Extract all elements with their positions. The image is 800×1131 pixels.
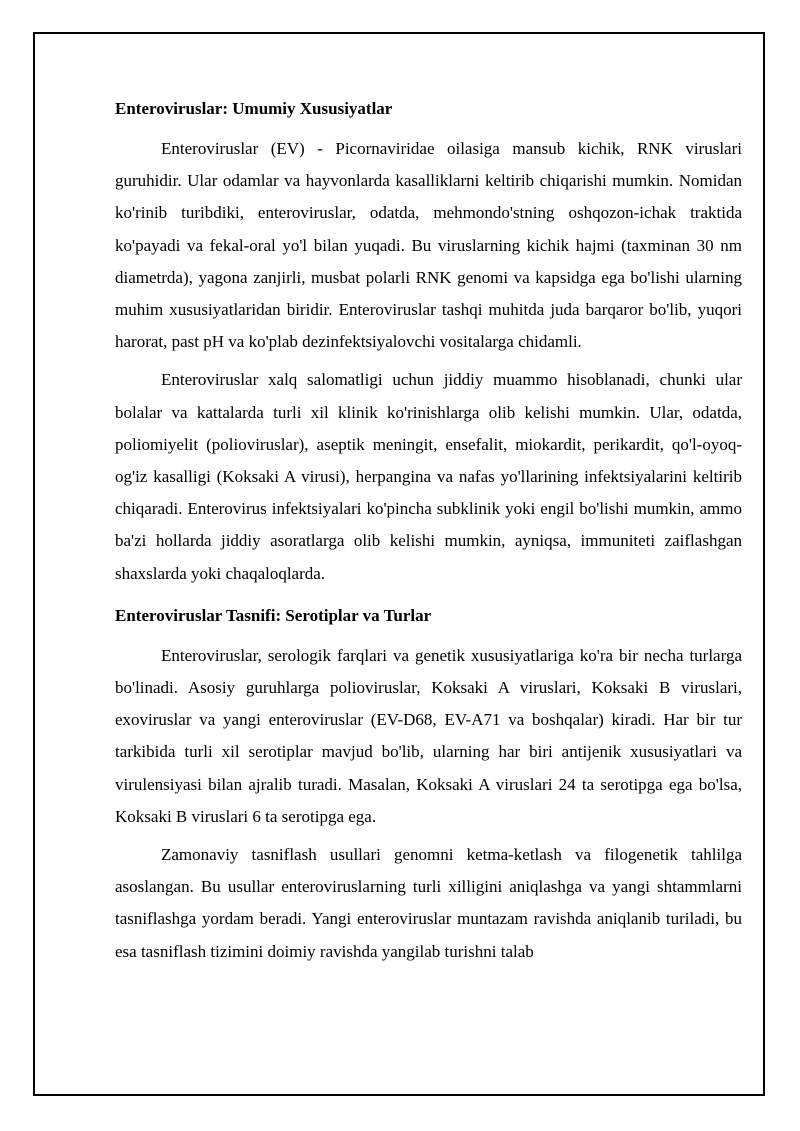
document-body bbox=[115, 97, 742, 982]
body-paragraph: Enteroviruslar, serologik farqlari va genetik xususiyatlariga ko'ra bir necha turlarga bo'linadi. Asosiy guruhlarga polioviruslar, Koksaki A viruslari, Koksaki B viruslari, exoviruslar va yangi enteroviruslar (EV-D68, EV-A71 va boshqalar) kiradi. Har bir tur tarkibida turli xil serotiplar mavjud bo'lib, ularning har biri antijenik xususiyatlari va virulensiyasi bilan ajralib turadi. Masalan, Koksaki A viruslari 24 ta serotipga ega bo'lsa, Koksaki B viruslari 6 ta serotipga ega. bbox=[115, 645, 742, 826]
section-classification bbox=[115, 604, 742, 968]
section-general-properties bbox=[115, 97, 742, 590]
section-heading: Enteroviruslar Tasnifi: Serotiplar va Turlar bbox=[115, 605, 432, 625]
body-paragraph: Enteroviruslar (EV) - Picornaviridae oilasiga mansub kichik, RNK viruslari guruhidir. Ular odamlar va hayvonlarda kasalliklarni keltirib chiqarishi mumkin. Nomidan ko'rinib turibdiki, enteroviruslar, odatda, mehmondo'stning oshqozon-ichak traktida ko'payadi va fekal-oral yo'l bilan yuqadi. Bu viruslarning kichik hajmi (taxminan 30 nm diametrda), yagona zanjirli, musbat polarli RNK genomi va kapsidga ega bo'lishi ularning muhim xususiyatlaridan biridir. Enteroviruslar tashqi muhitda juda barqaror bo'lib, yuqori harorat, past pH va ko'plab dezinfektsiyalovchi vositalarga chidamli. bbox=[115, 139, 742, 352]
body-paragraph: Zamonaviy tasniflash usullari genomni ketma-ketlash va filogenetik tahlilga asoslangan. Bu usullar enteroviruslarning turli xilligini aniqlashga va yangi shtammlarni tasniflashga yordam beradi. Yangi enteroviruslar muntazam ravishda aniqlanib turiladi, bu esa tasniflash tizimini doimiy ravishda yangilab turishni talab bbox=[115, 845, 742, 961]
section-heading: Enteroviruslar: Umumiy Xususiyatlar bbox=[115, 99, 393, 118]
body-paragraph: Enteroviruslar xalq salomatligi uchun jiddiy muammo hisoblanadi, chunki ular bolalar va kattalarda turli xil klinik ko'rinishlarga olib kelishi mumkin. Ular, odatda, poliomiyelit (polioviruslar), aseptik meningit, ensefalit, miokardit, perikardit, qo'l-oyoq-og'iz kasalligi (Koksaki A virusi), herpangina va nafas yo'llarining infektsiyalarini keltirib chiqaradi. Enterovirus infektsiyalari ko'pincha subklinik yoki engil bo'lishi mumkin, ammo ba'zi hollarda jiddiy asoratlarga olib kelishi mumkin, ayniqsa, immuniteti zaiflashgan shaxslarda yoki chaqaloqlarda. bbox=[115, 370, 742, 583]
